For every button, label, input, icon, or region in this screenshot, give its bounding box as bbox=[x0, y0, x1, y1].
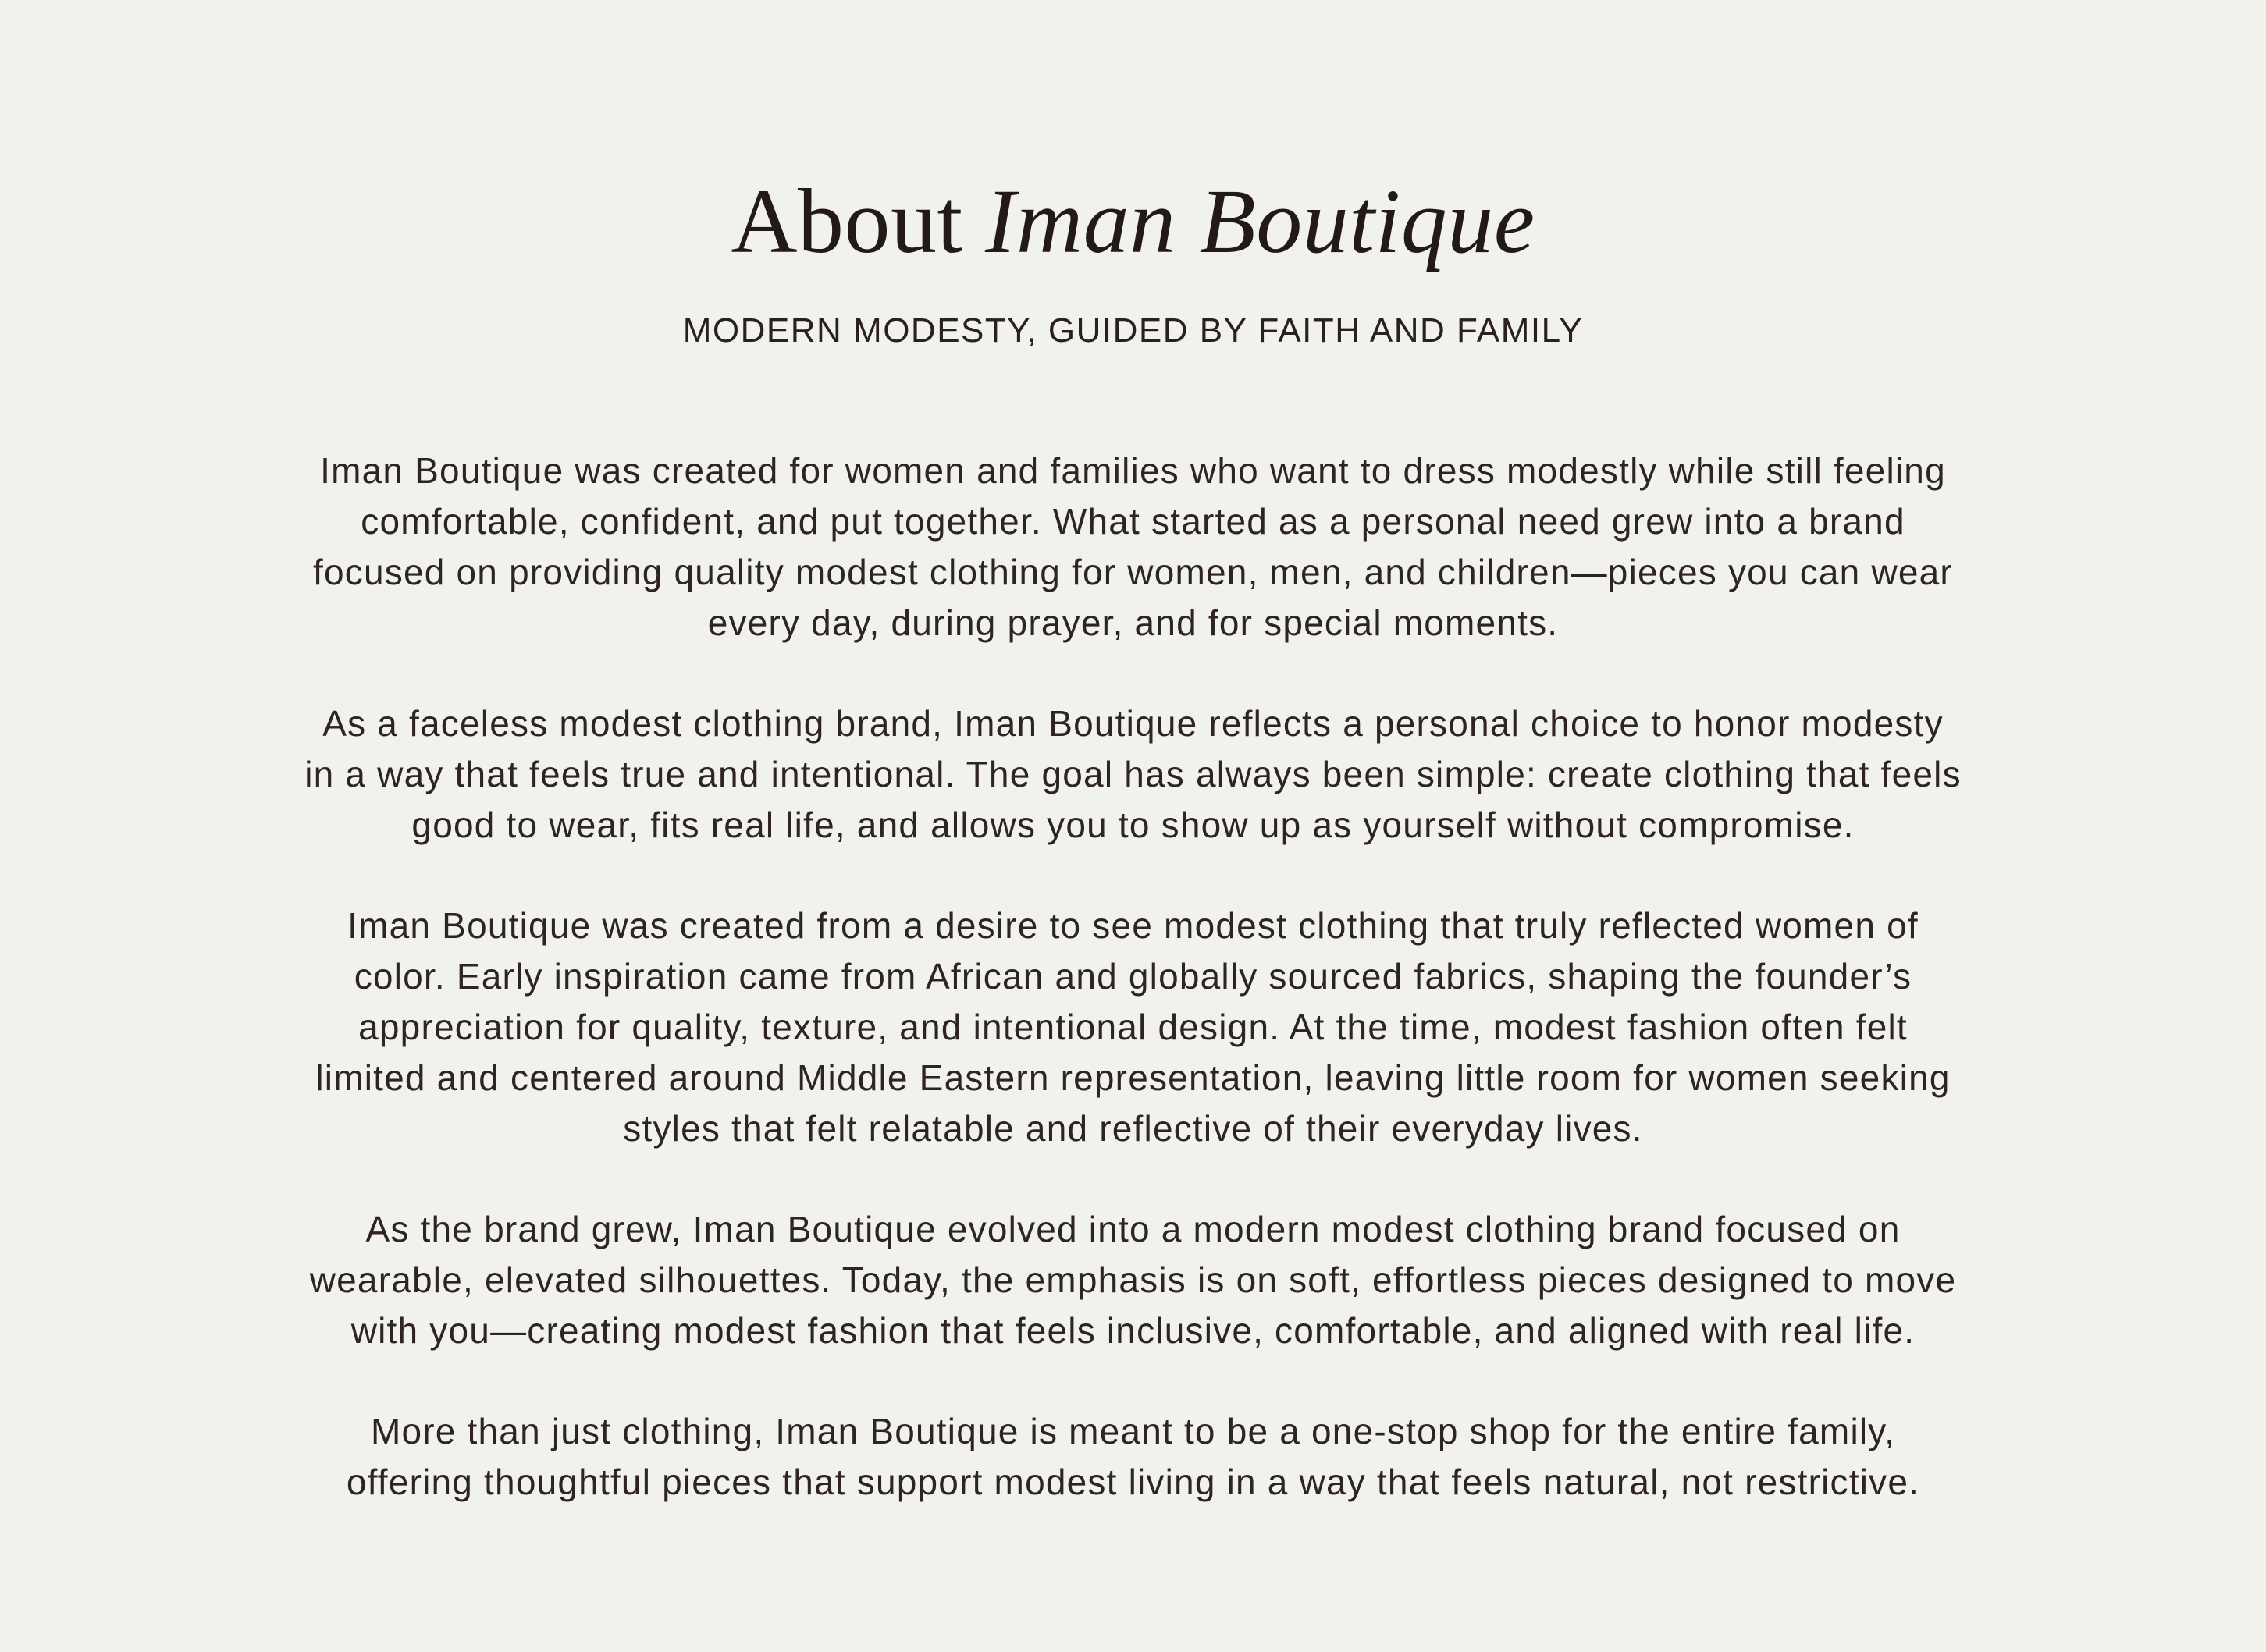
paragraph-line: with you—creating modest fashion that feels inclusive, comfortable, and aligned with real life. bbox=[350, 1310, 1916, 1351]
paragraph-line: good to wear, fits real life, and allows you to show up as yourself without compromise. bbox=[411, 805, 1855, 845]
paragraph-line: limited and centered around Middle Eastern representation, leaving little room for women seeking bbox=[315, 1057, 1951, 1098]
paragraph-line: offering thoughtful pieces that support modest living in a way that feels natural, not restrictive. bbox=[346, 1462, 1920, 1502]
paragraph-line: every day, during prayer, and for special moments. bbox=[707, 602, 1559, 643]
paragraph-line: comfortable, confident, and put together. What started as a personal need grew into a brand bbox=[361, 501, 1905, 542]
paragraph-line: wearable, elevated silhouettes. Today, the emphasis is on soft, effortless pieces designed to move bbox=[309, 1259, 1957, 1300]
page-subtitle: MODERN MODESTY, GUIDED BY FAITH AND FAMILY bbox=[682, 311, 1584, 350]
paragraph-line: Iman Boutique was created from a desire to see modest clothing that truly reflected women of bbox=[347, 905, 1919, 946]
page-title bbox=[0, 171, 2266, 272]
paragraph bbox=[0, 446, 2266, 648]
paragraph-line: focused on providing quality modest clothing for women, men, and children—pieces you can wear bbox=[313, 552, 1953, 592]
paragraph-line: As the brand grew, Iman Boutique evolved into a modern modest clothing brand focused on bbox=[365, 1209, 1901, 1249]
paragraph-line: appreciation for quality, texture, and intentional design. At the time, modest fashion often felt bbox=[358, 1007, 1908, 1047]
paragraph-line: More than just clothing, Iman Boutique is meant to be a one-stop shop for the entire family, bbox=[370, 1411, 1896, 1451]
paragraph bbox=[0, 1204, 2266, 1356]
paragraph-line: styles that felt relatable and reflective of their everyday lives. bbox=[623, 1108, 1643, 1149]
page-title-regular: About bbox=[731, 170, 963, 272]
page-title-italic: Iman Boutique bbox=[985, 170, 1535, 272]
paragraph bbox=[0, 901, 2266, 1154]
paragraph-line: in a way that feels true and intentional. The goal has always been simple: create clothing that feels bbox=[304, 754, 1962, 794]
about-paragraphs bbox=[0, 446, 2266, 1508]
paragraph bbox=[0, 1406, 2266, 1508]
paragraph-line: As a faceless modest clothing brand, Iman Boutique reflects a personal choice to honor modesty bbox=[322, 703, 1944, 744]
paragraph-line: Iman Boutique was created for women and families who want to dress modestly while still feeling bbox=[320, 450, 1946, 491]
paragraph bbox=[0, 698, 2266, 851]
paragraph-line: color. Early inspiration came from African and globally sourced fabrics, shaping the founder’s bbox=[354, 956, 1912, 997]
